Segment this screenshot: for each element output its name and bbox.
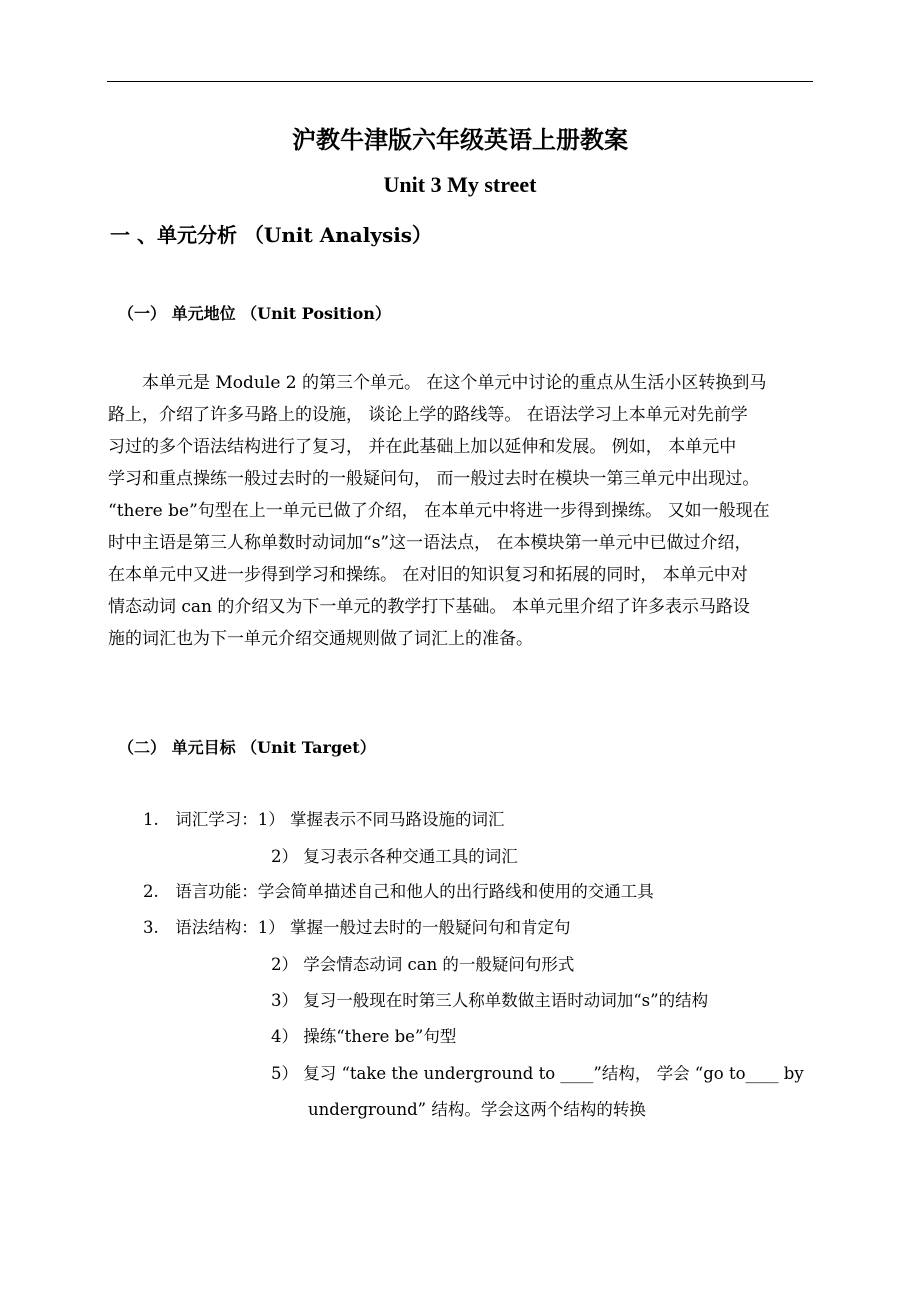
list-item: 4） 操练“there be”句型 [271, 1027, 457, 1046]
list-item: 3. 语法结构：1） 掌握一般过去时的一般疑问句和肯定句 [143, 918, 571, 937]
paragraph-line: “there be”句型在上一单元已做了介绍， 在本单元中将进一步得到操练。 又如一般现在 [108, 501, 770, 521]
subsection-heading-unit-target: （二） 单元目标 （Unit Target） [118, 738, 376, 757]
document-subtitle: Unit 3 My street [383, 172, 537, 197]
section-heading-unit-analysis: 一 、单元分析 （Unit Analysis） [110, 223, 433, 247]
subsection-heading-unit-position: （一） 单元地位 （Unit Position） [118, 304, 391, 323]
paragraph-line: 学习和重点操练一般过去时的一般疑问句， 而一般过去时在模块一第三单元中出现过。 [108, 469, 760, 489]
list-item: 5） 复习 “take the underground to ____”结构， 学会 “go to____ by [271, 1064, 804, 1083]
paragraph-line: 在本单元中又进一步得到学习和操练。 在对旧的知识复习和拓展的同时， 本单元中对 [108, 565, 748, 585]
paragraph-line: 时中主语是第三人称单数时动词加“s”这一语法点， 在本模块第一单元中已做过介绍， [108, 533, 752, 553]
list-item: underground” 结构。学会这两个结构的转换 [308, 1100, 646, 1119]
list-item: 2） 学会情态动词 can 的一般疑问句形式 [271, 955, 575, 974]
paragraph-line: 路上，介绍了许多马路上的设施， 谈论上学的路线等。 在语法学习上本单元对先前学 [108, 405, 748, 425]
paragraph-line: 施的词汇也为下一单元介绍交通规则做了词汇上的准备。 [108, 629, 533, 649]
paragraph-line: 习过的多个语法结构进行了复习， 并在此基础上加以延伸和发展。 例如， 本单元中 [108, 437, 737, 457]
paragraph-line: 情态动词 can 的介绍又为下一单元的教学打下基础。 本单元里介绍了许多表示马路设 [108, 597, 750, 617]
list-item: 3） 复习一般现在时第三人称单数做主语时动词加“s”的结构 [271, 991, 709, 1010]
paragraph-line: 本单元是 Module 2 的第三个单元。 在这个单元中讨论的重点从生活小区转换到马 [108, 373, 767, 393]
list-item: 1. 词汇学习：1） 掌握表示不同马路设施的词汇 [143, 810, 505, 829]
list-item: 2） 复习表示各种交通工具的词汇 [271, 847, 518, 866]
list-item: 2. 语言功能：学会简单描述自己和他人的出行路线和使用的交通工具 [143, 882, 654, 901]
header-rule [107, 81, 813, 82]
document-title: 沪教牛津版六年级英语上册教案 [292, 125, 628, 154]
